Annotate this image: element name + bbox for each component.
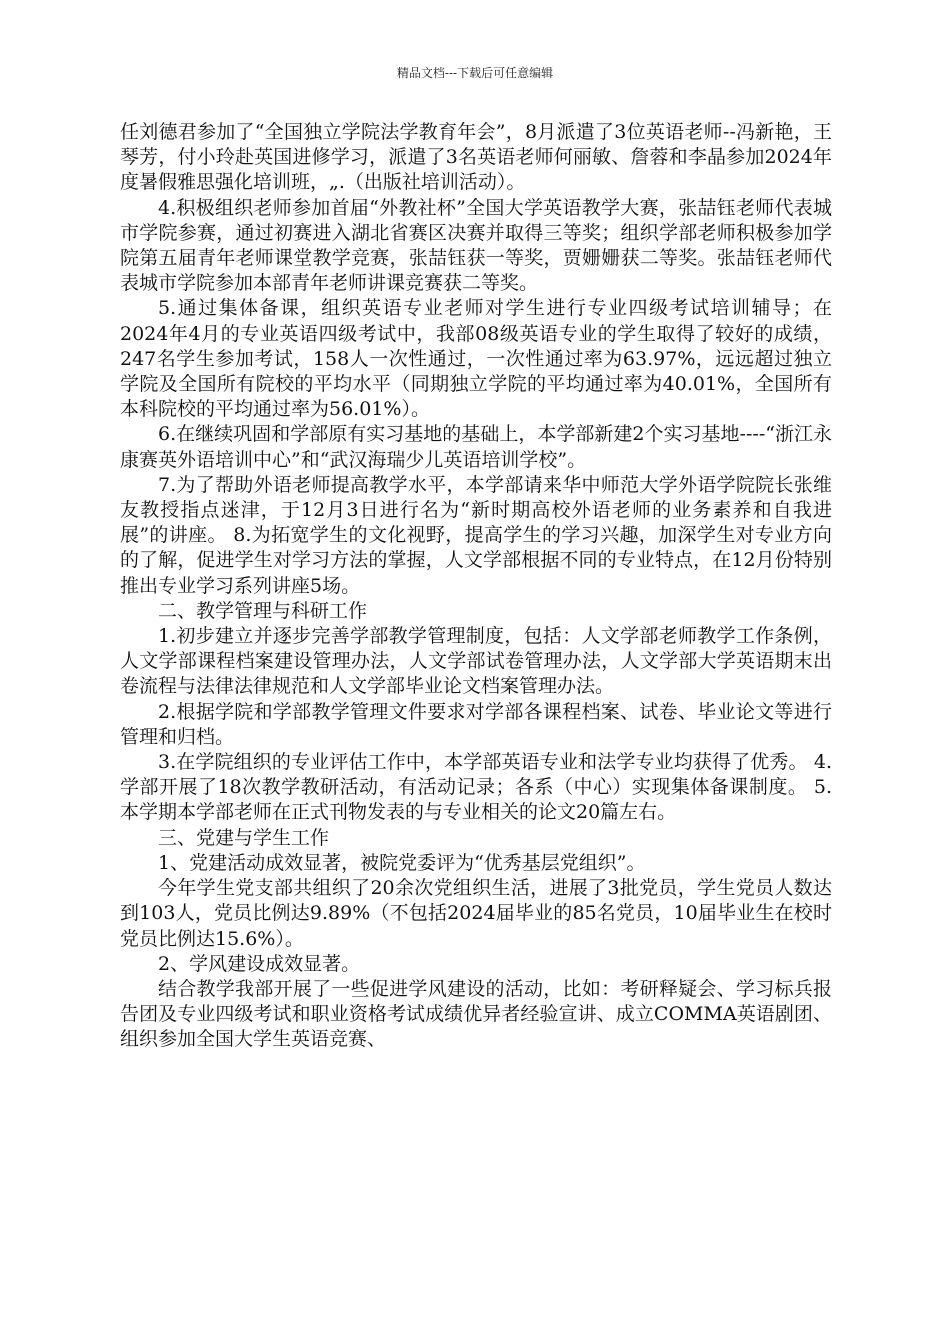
paragraph: 5.通过集体备课，组织英语专业老师对学生进行专业四级考试培训辅导；在2024年4月的专业英语四级考试中，我部08级英语专业的学生取得了较好的成绩，247名学生参加考试，158人一次性通过，一次性通过率为63.97%，远远超过独立学院及全国所有院校的平均水平（同期独立学院的平均通过率为40.01%，全国所有本科院校的平均通过率为56.01%）。 <box>120 297 832 421</box>
paragraph: 2、学风建设成效显著。 <box>158 952 361 975</box>
section-heading: 二、教学管理与科研工作 <box>158 599 368 622</box>
section-heading: 三、党建与学生工作 <box>158 826 330 849</box>
document-body <box>120 120 832 1053</box>
paragraph: 今年学生党支部共组织了20余次党组织生活，进展了3批党员，学生党员人数达到103人，党员比例达9.89%（不包括2024届毕业的85名党员，10届毕业生在校时党员比例达15.6%）。 <box>120 877 832 950</box>
paragraph: 任刘德君参加了“全国独立学院法学教育年会”，8月派遣了3位英语老师--冯新艳，王琴芳，付小玲赴英国进修学习，派遣了3名英语老师何丽敏、詹蓉和李晶参加2024年度暑假雅思强化培训班，„.（出版社培训活动）。 <box>120 121 832 194</box>
page-header: 精品文档---下载后可任意编辑 <box>396 66 554 80</box>
paragraph: 6.在继续巩固和学部原有实习基地的基础上，本学部新建2个实习基地----“浙江永康赛英外语培训中心”和“武汉海瑞少儿英语培训学校”。 <box>120 423 832 471</box>
paragraph: 7.为了帮助外语老师提高教学水平，本学部请来华中师范大学外语学院院长张维友教授指点迷津，于12月3日进行名为“新时期高校外语老师的业务素养和自我进展”的讲座。 8.为拓宽学生的文化视野，提高学生的学习兴趣，加深学生对专业方向的了解，促进学生对学习方法的掌握，人文学部根据不同的专业特点，在12月份特别推出专业学习系列讲座5场。 <box>120 473 832 597</box>
paragraph: 4.积极组织老师参加首届“外教社杯”全国大学英语教学大赛，张喆钰老师代表城市学院参赛，通过初赛进入湖北省赛区决赛并取得三等奖；组织学部老师积极参加学院第五届青年老师课堂教学竞赛，张喆钰获一等奖，贾姗姗获二等奖。张喆钰老师代表城市学院参加本部青年老师讲课竞赛获二等奖。 <box>120 196 832 295</box>
paragraph: 1.初步建立并逐步完善学部教学管理制度，包括：人文学部老师教学工作条例，人文学部课程档案建设管理办法，人文学部试卷管理办法，人文学部大学英语期末出卷流程与法律法律规范和人文学部毕业论文档案管理办法。 <box>120 625 832 698</box>
paragraph: 2.根据学院和学部教学管理文件要求对学部各课程档案、试卷、毕业论文等进行管理和归档。 <box>120 700 832 748</box>
paragraph: 3.在学院组织的专业评估工作中，本学部英语专业和法学专业均获得了优秀。 4.学部开展了18次教学教研活动，有活动记录；各系（中心）实现集体备课制度。 5.本学期本学部老师在正式刊物发表的与专业相关的论文20篇左右。 <box>120 751 832 824</box>
paragraph: 结合教学我部开展了一些促进学风建设的活动，比如：考研释疑会、学习标兵报告团及专业四级考试和职业资格考试成绩优异者经验宣讲、成立COMMA英语剧团、组织参加全国大学生英语竞赛、 <box>120 977 832 1051</box>
paragraph: 1、党建活动成效显著，被院党委评为“优秀基层党组织”。 <box>158 851 646 874</box>
